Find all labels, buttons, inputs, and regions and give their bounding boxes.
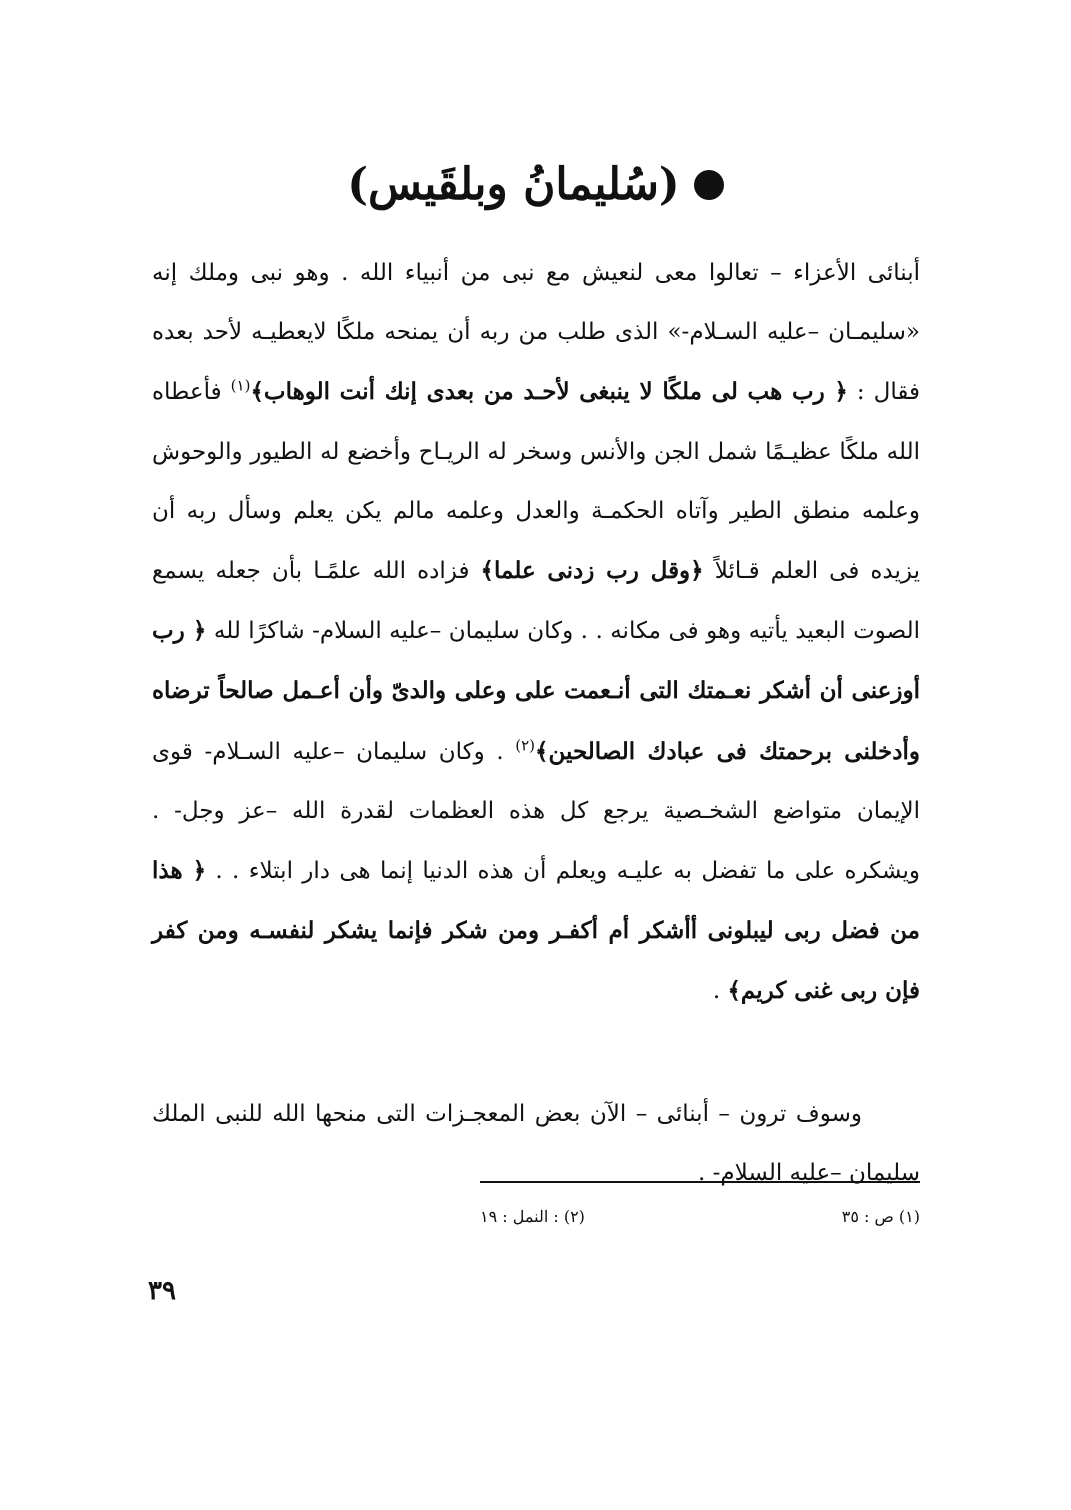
text-segment: . <box>712 978 728 1005</box>
paragraph-2: وسوف ترون – أبنائى – الآن بعض المعجـزات التى منحها الله للنبى الملك سليمان –عليه السلام- . <box>152 1101 920 1186</box>
main-paragraph <box>152 244 920 1022</box>
quran-quote: ﴿ هذا من فضل ربى ليبلونى أأشكر أم أكفـر ومن شكر فإنما يشكر لنفسـه ومن كفر فإن ربى غنى كريم﴾ <box>152 857 920 1005</box>
text-segment: فزاده الله علمًـا بأن جعله يسمع الصوت البعيد يأتيه وهو فى مكانه . . وكان سليمان –عليه السلام- شاكرًا لله <box>152 558 920 645</box>
chapter-title-text: (سُليمانُ وبلقَيس) <box>347 159 680 210</box>
footnote-divider <box>480 1181 920 1183</box>
text-segment: . وكان سليمان –عليه السـلام- قوى الإيمان متواضع الشخـصية يرجع كل هذه العظمات لقدرة الله –عز وجل- . ويشكره على ما تفضل به عليـه ويعلم أن هذه الدنيا إنما هى دار ابتلاء . . <box>152 738 920 885</box>
text-segment: أبنائى الأعزاء – تعالوا معى لنعيش مع نبى من أنبياء الله . وهو نبى وملك إنه «سليمـان –عليه السـلام-» الذى طلب من ربه أن يمنحه ملكًا لايعطيـه لأحد بعده فقال : <box>152 260 920 406</box>
text-segment: فأعطاه الله ملكًا عظيـمًا شمل الجن والأنس وسخر له الريـاح وأخضع له الطيور والوحوش وعلمه منطق الطير وآتاه الحكمـة والعدل وعلمه مالم يكن يعلم وسأل ربه أن يزيده فى العلم قـائلاً <box>152 379 921 585</box>
footnote-marker: (٢) <box>515 735 536 754</box>
footnotes <box>480 1207 920 1226</box>
quran-quote: ﴿ رب هب لى ملكًا لا ينبغى لأحـد من بعدى إنك أنت الوهاب﴾ <box>250 378 848 406</box>
title-block <box>0 140 1071 230</box>
quran-quote: ﴿وقل رب زدنى علما﴾ <box>480 557 704 585</box>
footnote-1: (١) ص : ٣٥ <box>841 1207 920 1226</box>
footnote-marker: (١) <box>230 376 251 395</box>
bullet-icon <box>694 170 724 200</box>
page-number: ٣٩ <box>148 1276 176 1306</box>
paragraph-1 <box>152 244 920 1022</box>
quran-quote: ﴿ رب أوزعنى أن أشكر نعـمتك التى أنـعمت على وعلى والدىّ وأن أعـمل صالحاً ترضاه وأدخلنى برحمتك فى عبادك الصالحين﴾ <box>152 617 920 765</box>
footnote-2: (٢) : النمل : ١٩ <box>480 1207 585 1226</box>
chapter-title <box>347 140 724 230</box>
